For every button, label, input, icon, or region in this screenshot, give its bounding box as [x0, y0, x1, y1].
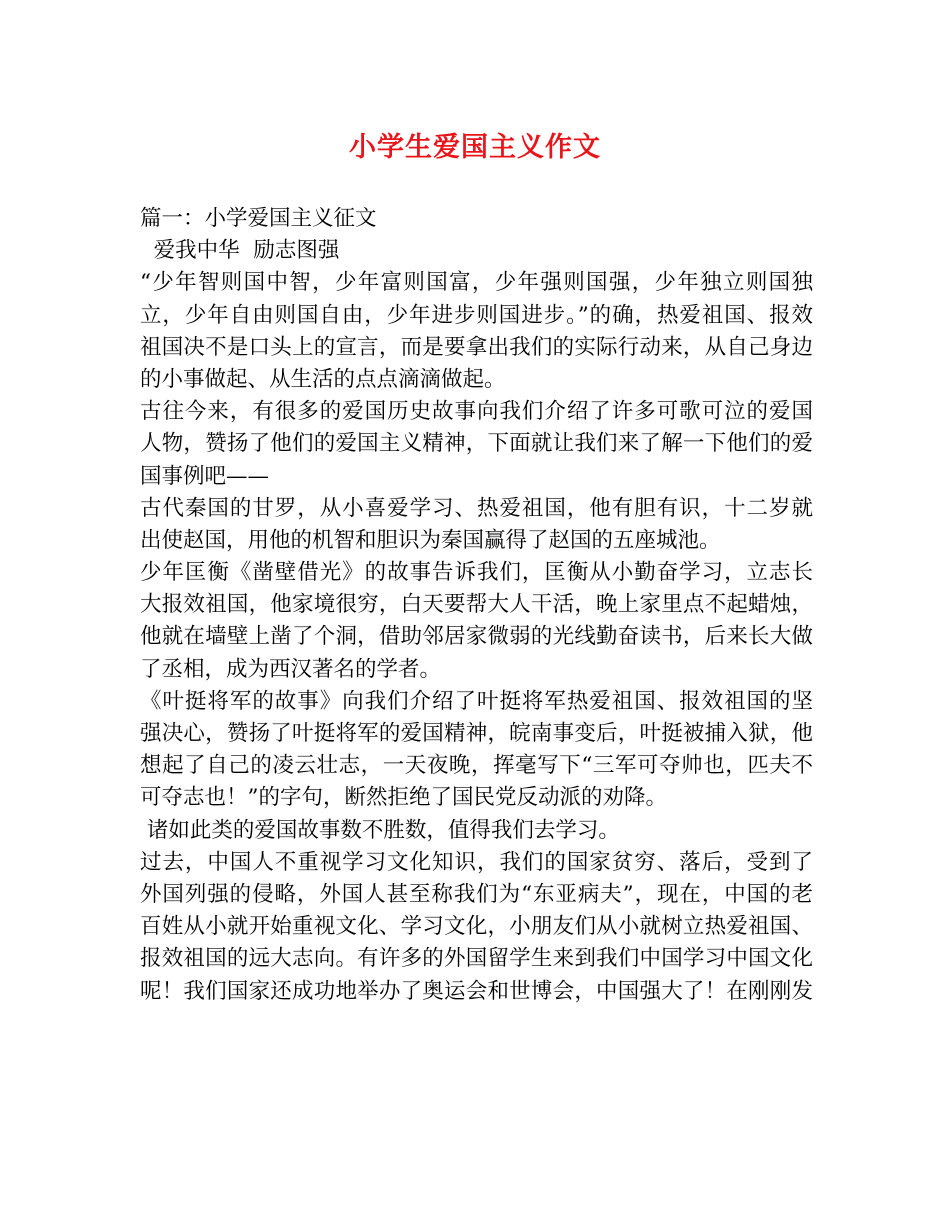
text-line: 篇一：小学爱国主义征文 [140, 206, 377, 231]
text-line: 立，少年自由则国自由，少年进步则国进步。”的确，热爱祖国、报效 [140, 302, 813, 328]
text-line: 出使赵国，用他的机智和胆识为秦国赢得了赵国的五座城池。 [140, 527, 721, 553]
text-line: 想起了自己的凌云壮志，一天夜晚，挥毫写下“三军可夺帅也，匹夫不 [140, 753, 813, 779]
text-line: 爱我中华 励志图强 [140, 238, 340, 264]
text-line: 的小事做起、从生活的点点滴滴做起。 [140, 366, 506, 392]
document-title: 小学生爱国主义作文 [349, 132, 601, 163]
text-line: 强决心，赞扬了叶挺将军的爱国精神，皖南事变后，叶挺被捕入狱，他 [140, 721, 813, 746]
text-line: 国事例吧—— [140, 463, 270, 489]
text-line: 古往今来，有很多的爱国历史故事向我们介绍了许多可歌可泣的爱国 [140, 399, 813, 425]
text-line: 呢！我们国家还成功地举办了奥运会和世博会，中国强大了！在刚刚发 [140, 978, 813, 1004]
text-line: 报效祖国的远大志向。有许多的外国留学生来到我们中国学习中国文化 [140, 946, 813, 972]
text-line: 《叶挺将军的故事》向我们介绍了叶挺将军热爱祖国、报效祖国的坚 [140, 688, 813, 714]
text-line: 外国列强的侵略，外国人甚至称我们为“东亚病夫”，现在，中国的老 [140, 881, 813, 907]
text-line: 古代秦国的甘罗，从小喜爱学习、热爱祖国，他有胆有识，十二岁就 [140, 495, 813, 521]
text-line: 大报效祖国，他家境很穷，白天要帮大人干活，晚上家里点不起蜡烛， [140, 592, 813, 618]
text-line: 他就在墙壁上凿了个洞，借助邻居家微弱的光线勤奋读书，后来长大做 [140, 624, 813, 650]
text-line: 祖国决不是口头上的宣言，而是要拿出我们的实际行动来，从自己身边 [140, 334, 813, 360]
text-line: 过去，中国人不重视学习文化知识，我们的国家贫穷、落后，受到了 [140, 849, 813, 875]
text-line: 了丞相，成为西汉著名的学者。 [140, 656, 442, 682]
text-line: 人物，赞扬了他们的爱国主义精神，下面就让我们来了解一下他们的爱 [140, 431, 813, 457]
text-line: “少年智则国中智，少年富则国富，少年强则国强，少年独立则国独 [140, 270, 813, 296]
document-body [140, 203, 813, 1008]
text-line: 百姓从小就开始重视文化、学习文化，小朋友们从小就树立热爱祖国、 [140, 914, 813, 940]
text-line: 少年匡衡《凿壁借光》的故事告诉我们，匡衡从小勤奋学习，立志长 [140, 560, 813, 586]
text-line: 可夺志也！”的字句，断然拒绝了国民党反动派的劝降。 [140, 785, 667, 811]
text-line: 诸如此类的爱国故事数不胜数，值得我们去学习。 [140, 817, 620, 843]
